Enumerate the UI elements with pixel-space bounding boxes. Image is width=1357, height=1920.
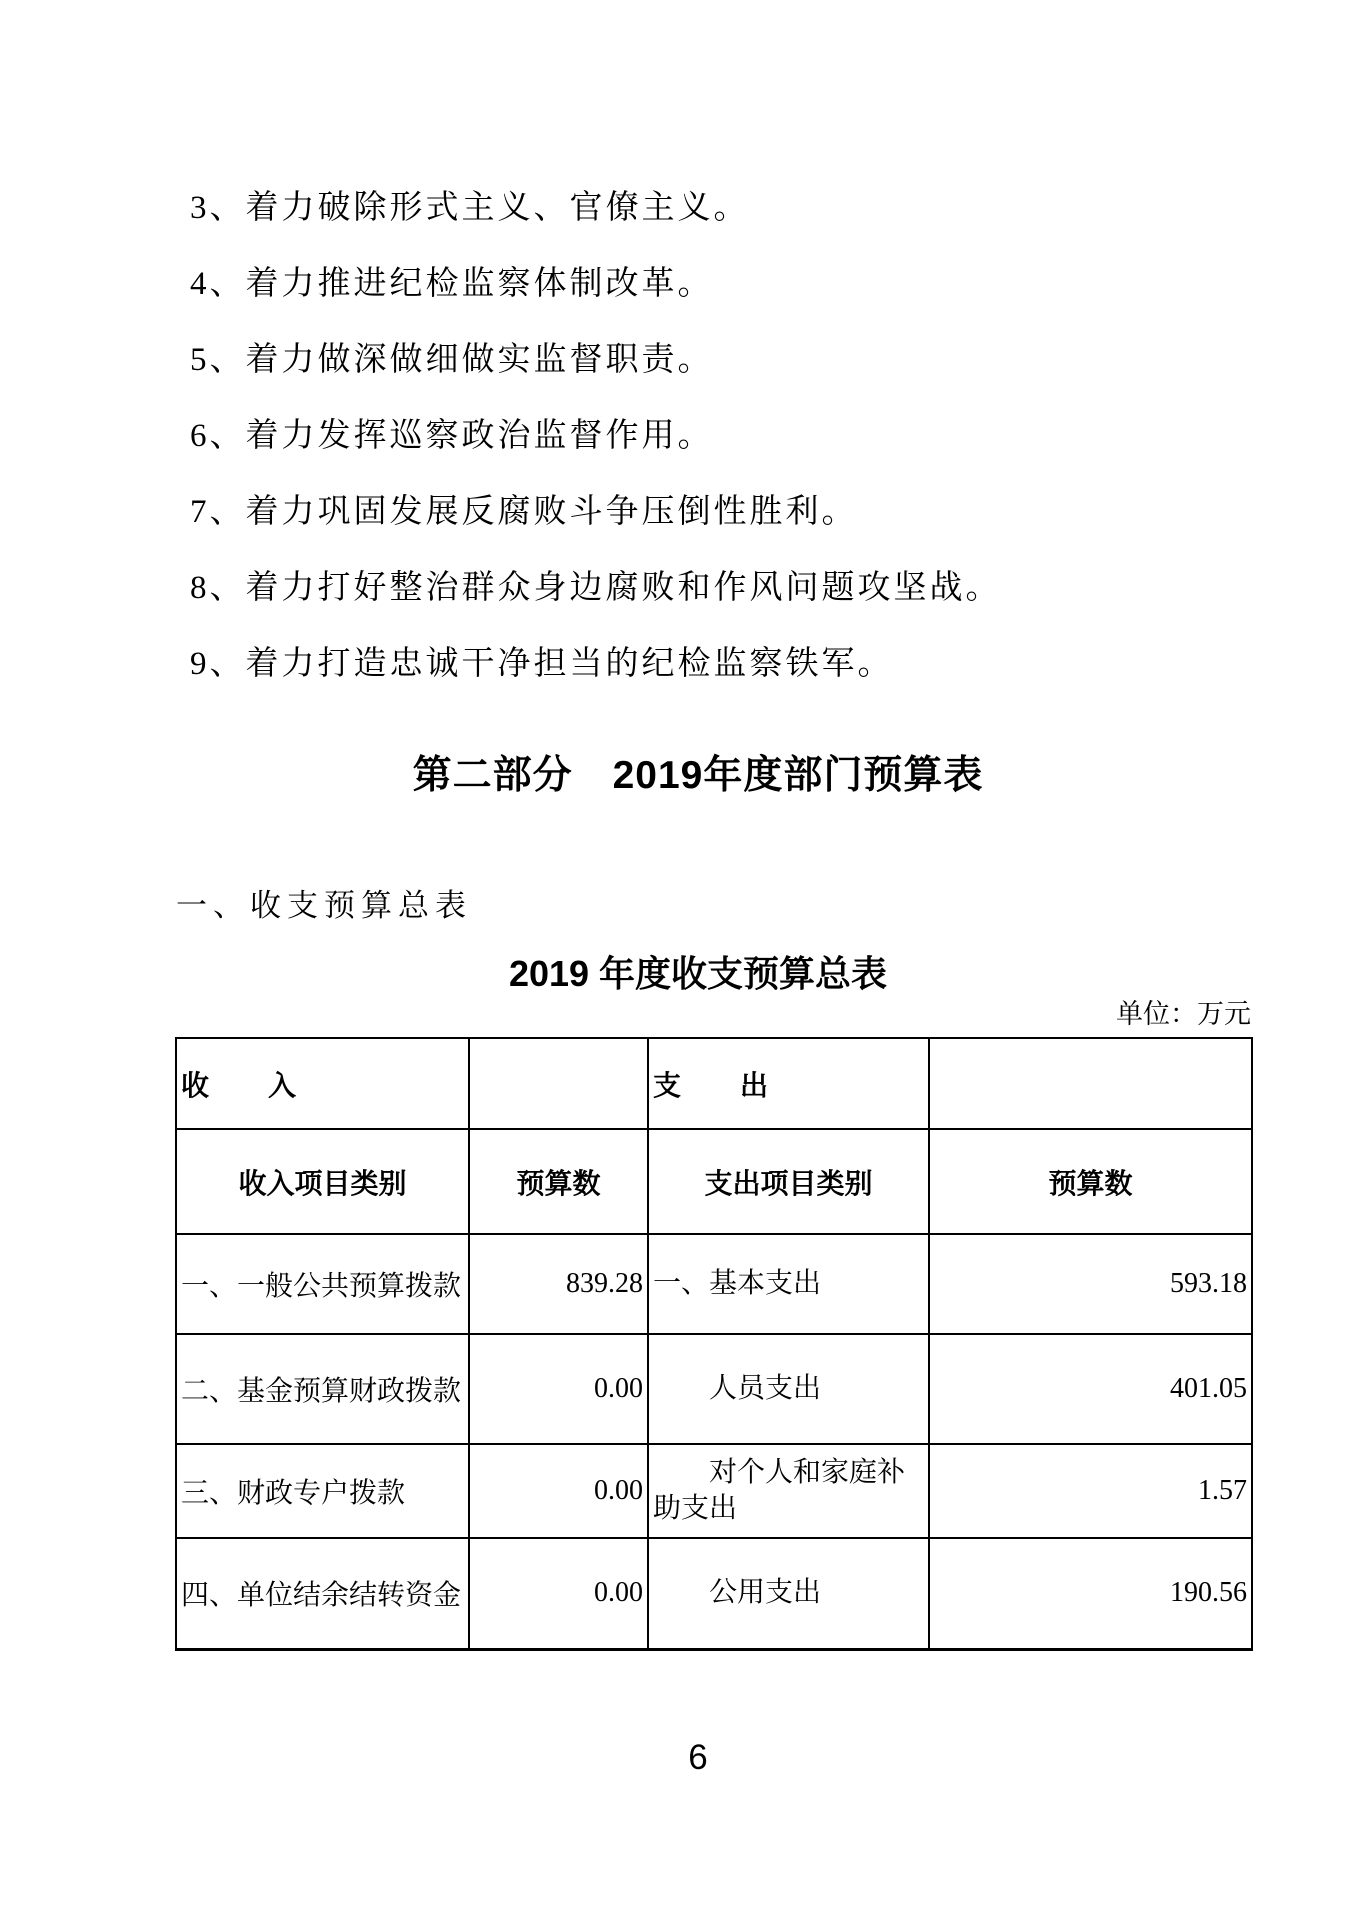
list-item: 8、着力打好整治群众身边腐败和作风问题攻坚战。 xyxy=(190,570,1002,606)
income-budget-cell: 839.28 xyxy=(469,1234,648,1334)
section-title: 第二部分 2019年度部门预算表 xyxy=(412,754,984,797)
table-title: 2019 年度收支预算总表 xyxy=(508,953,888,994)
expense-item-cell: 公用支出 xyxy=(648,1538,929,1649)
group-header-spacer xyxy=(469,1038,648,1129)
page-number: 6 xyxy=(688,1738,708,1777)
budget-table xyxy=(175,1037,1253,1651)
column-header-income-budget: 预算数 xyxy=(469,1129,648,1234)
column-header-income-category: 收入项目类别 xyxy=(176,1129,469,1234)
table-row xyxy=(176,1538,1252,1649)
expense-item-cell: 一、基本支出 xyxy=(648,1234,929,1334)
column-header-expense-category: 支出项目类别 xyxy=(648,1129,929,1234)
expense-budget-cell: 593.18 xyxy=(929,1234,1252,1334)
income-budget-cell: 0.00 xyxy=(469,1538,648,1649)
list-item: 6、着力发挥巡察政治监督作用。 xyxy=(190,418,714,454)
income-item-cell: 一、一般公共预算拨款 xyxy=(176,1234,469,1334)
expense-budget-cell: 190.56 xyxy=(929,1538,1252,1649)
group-header-spacer xyxy=(929,1038,1252,1129)
table-column-header-row xyxy=(176,1129,1252,1234)
expense-item-cell: 对个人和家庭补助支出 xyxy=(648,1444,929,1538)
expense-item-cell: 人员支出 xyxy=(648,1334,929,1444)
income-budget-cell: 0.00 xyxy=(469,1334,648,1444)
income-budget-cell: 0.00 xyxy=(469,1444,648,1538)
list-item: 9、着力打造忠诚干净担当的纪检监察铁军。 xyxy=(190,646,894,682)
expense-budget-cell: 401.05 xyxy=(929,1334,1252,1444)
expenditure-group-header: 支 出 xyxy=(648,1038,929,1129)
expense-budget-cell: 1.57 xyxy=(929,1444,1252,1538)
income-item-cell: 三、财政专户拨款 xyxy=(176,1444,469,1538)
unit-label: 单位：万元 xyxy=(1116,999,1251,1029)
list-item: 4、着力推进纪检监察体制改革。 xyxy=(190,266,714,302)
policy-list xyxy=(190,170,1250,702)
subsection-label: 一、收支预算总表 xyxy=(176,888,472,923)
income-group-header: 收 入 xyxy=(176,1038,469,1129)
table-row xyxy=(176,1234,1252,1334)
income-item-cell: 四、单位结余结转资金 xyxy=(176,1538,469,1649)
list-item: 7、着力巩固发展反腐败斗争压倒性胜利。 xyxy=(190,494,858,530)
list-item: 3、着力破除形式主义、官僚主义。 xyxy=(190,190,750,226)
income-item-cell: 二、基金预算财政拨款 xyxy=(176,1334,469,1444)
list-item: 5、着力做深做细做实监督职责。 xyxy=(190,342,714,378)
table-row xyxy=(176,1444,1252,1538)
column-header-expense-budget: 预算数 xyxy=(929,1129,1252,1234)
table-group-header-row xyxy=(176,1038,1252,1129)
table-row xyxy=(176,1334,1252,1444)
